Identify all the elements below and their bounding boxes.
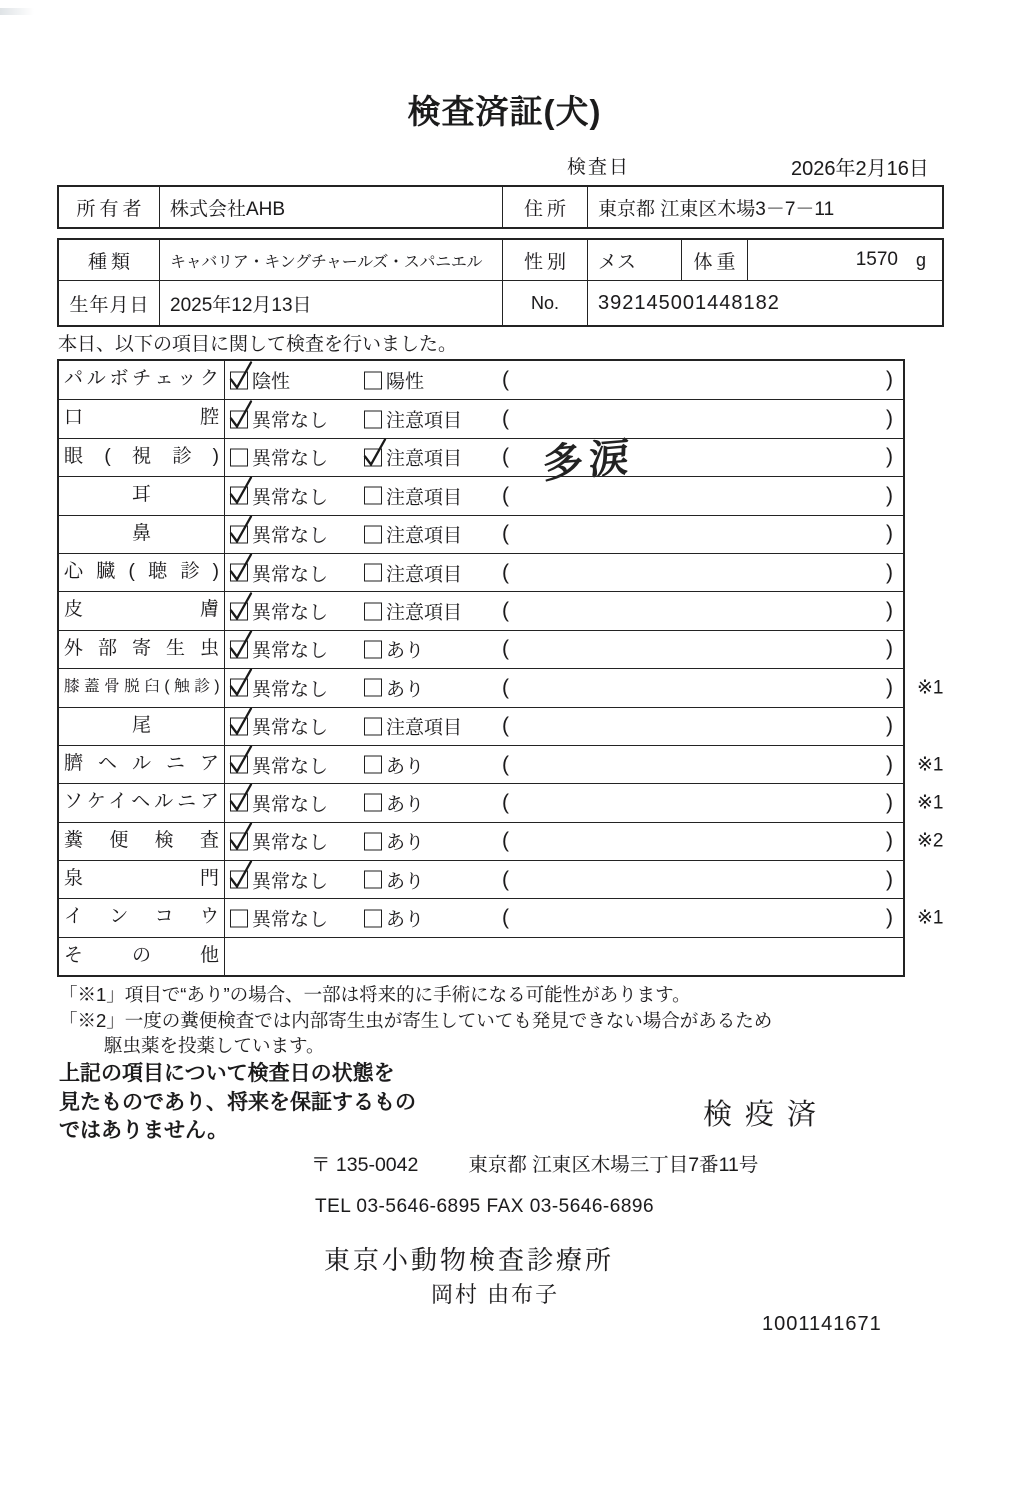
checkbox-option2 [364,717,382,735]
option1-group [230,789,328,816]
item-label: 尾 [59,708,225,745]
paren-open: ( [502,906,509,930]
checkbox-option1 [230,448,248,466]
checkbox-option1 [230,794,248,812]
handwritten-note: 多涙 [542,434,636,487]
option2-label: 注意項目 [386,564,463,586]
option2-label: 注意項目 [386,487,463,509]
item-label: ソケイヘルニア [59,784,225,821]
check-mark-icon [227,629,254,660]
option1-group [230,559,328,586]
option2-label: 陽性 [386,371,425,393]
checkbox-option1 [230,487,248,505]
breed-row [59,240,942,280]
checkbox-option2 [364,410,382,428]
owner-table [57,185,944,229]
checkbox-option2 [364,602,382,620]
sex-label: 性別 [502,240,587,280]
disclaimer-line-2: 見たものであり、将来を保証するもの [59,1090,416,1114]
checklist-row [59,591,903,629]
paren-close: ) [886,637,893,661]
page-title: 検査済証(犬) [407,93,602,130]
checkbox-option1 [230,640,248,658]
option1-group [230,751,328,778]
paren-close: ) [886,790,893,814]
option2-group [364,636,424,663]
checklist-row [59,668,944,706]
check-mark-icon [227,668,254,699]
checkbox-option2 [364,794,382,812]
item-content [225,516,903,553]
option1-label: 異常なし [252,602,329,624]
option1-label: 異常なし [252,871,329,893]
address-label: 住所 [502,187,587,227]
option1-label: 異常なし [252,448,329,470]
option2-group [364,866,424,893]
paren-open: ( [502,867,509,891]
certificate-number-label: No. [502,281,587,325]
footnote-ref-mark: ※1 [917,907,944,929]
birthdate-row [59,280,942,325]
checklist-row [59,822,944,860]
checklist-row [59,361,903,399]
option1-label: 異常なし [252,564,329,586]
option1-label: 異常なし [252,525,329,547]
disclaimer-line-1: 上記の項目について検査日の状態を [59,1062,395,1085]
item-content [225,669,944,706]
check-mark-icon [227,360,254,391]
paren-close: ) [886,368,893,392]
option1-label: 異常なし [252,679,329,701]
item-content [225,554,903,591]
paren-close: ) [886,714,893,738]
disclaimer-text [59,1060,416,1146]
option1-group [230,905,328,932]
option1-group [230,674,328,701]
checkbox-option1 [230,602,248,620]
option2-group [364,444,462,471]
intro-text: 本日、以下の項目に関して検査を行いました。 [58,334,458,355]
check-mark-icon [227,745,254,776]
option2-group [364,406,462,433]
check-mark-icon [227,399,254,430]
checkbox-option2 [364,487,382,505]
footnote-ref-mark: ※2 [917,830,944,852]
option2-group [364,828,424,855]
item-label: 泉門 [59,861,225,898]
breed-label: 種類 [87,251,134,273]
option1-group [230,828,328,855]
checkbox-option1 [230,410,248,428]
check-mark-icon [227,860,254,891]
option1-group [230,367,290,394]
option1-group [230,406,328,433]
item-label: 心臓(聴診) [59,554,225,591]
option2-label: あり [386,640,425,662]
paren-close: ) [886,522,893,546]
checkbox-option1 [230,871,248,889]
serial-number: 1001141671 [762,1313,882,1335]
dog-info-table [57,238,944,327]
paren-open: ( [502,483,509,507]
check-mark-icon [227,783,254,814]
item-label: 外部寄生虫 [59,631,225,668]
option2-label: 注意項目 [386,525,463,547]
item-label: 口腔 [59,400,225,437]
exam-date-label: 検査日 [567,157,631,178]
sex-value: メス [587,240,681,280]
checkbox-option2 [364,871,382,889]
option1-label: 陰性 [252,371,291,393]
check-mark-icon [361,437,388,468]
paren-open: ( [502,637,509,661]
option2-group [364,367,424,394]
paren-open: ( [502,790,509,814]
item-content [225,631,903,668]
footnote-ref-mark: ※1 [917,792,944,814]
checkbox-option1 [230,909,248,927]
item-content [225,592,903,629]
checkbox-option2 [364,756,382,774]
paren-close: ) [886,752,893,776]
clinic-address: 東京都 江東区木場三丁目7番11号 [468,1154,759,1176]
checkbox-option1 [230,756,248,774]
checkbox-option1 [230,371,248,389]
paren-close: ) [886,867,893,891]
option1-label: 異常なし [252,717,329,739]
checkbox-option2 [364,909,382,927]
checklist-row [59,553,903,591]
weight-number: 1570 [855,249,898,270]
clinic-name: 東京小動物検査診療所 [324,1245,615,1275]
exam-date-value: 2026年2月16日 [791,158,929,180]
option2-label: あり [386,909,425,931]
postal-code: 〒 135-0042 [311,1154,419,1176]
paren-open: ( [502,599,509,623]
option2-group [364,521,462,548]
checklist-row [59,783,944,821]
checklist-row [59,898,944,936]
checkbox-option1 [230,525,248,543]
option1-group [230,866,328,893]
option1-label: 異常なし [252,909,329,931]
disclaimer-line-3: ではありません。 [59,1119,229,1142]
item-label: 膝蓋骨脱臼(触診) [59,669,225,706]
footnote-ref-mark: ※1 [917,677,944,699]
paren-close: ) [886,560,893,584]
item-content [225,361,903,399]
option1-group [230,444,328,471]
option2-group [364,713,462,740]
check-mark-icon [227,821,254,852]
footnote-2: 「※2」一度の糞便検査では内部寄生虫が寄生していても発見できない場合があるため [59,1010,773,1031]
certificate-number-value: 392145001448182 [587,281,942,325]
footnote-ref-mark: ※1 [917,754,944,776]
option1-group [230,636,328,663]
option2-label: あり [386,679,425,701]
clinic-postal-line [311,1149,758,1177]
item-content [225,823,944,860]
paren-close: ) [886,675,893,699]
birthdate-label: 生年月日 [69,294,150,316]
option1-group [230,598,328,625]
paren-open: ( [502,675,509,699]
paren-close: ) [886,483,893,507]
option2-label: 注意項目 [386,602,463,624]
checkbox-option2 [364,564,382,582]
item-label: その他 [59,938,225,975]
checkbox-option2 [364,371,382,389]
paren-open: ( [502,445,509,469]
address-value: 東京都 江東区木場3－7－11 [587,187,942,227]
option2-label: あり [386,832,425,854]
check-mark-icon [227,476,254,507]
quarantine-stamp: 検疫済 [703,1099,830,1131]
paren-close: ) [886,407,893,431]
checklist-row [59,630,903,668]
item-label: 耳 [59,477,225,514]
checklist-row [59,860,903,898]
item-content [225,938,903,975]
option1-group [230,521,328,548]
option1-label: 異常なし [252,832,329,854]
checkbox-option1 [230,832,248,850]
paren-open: ( [502,522,509,546]
checkbox-option2 [364,448,382,466]
checkbox-option2 [364,832,382,850]
check-mark-icon [227,514,254,545]
item-label: 鼻 [59,516,225,553]
scan-artifact [0,8,34,15]
option2-group [364,674,424,701]
check-mark-icon [227,591,254,622]
option1-label: 異常なし [252,487,329,509]
checkbox-option2 [364,679,382,697]
paren-open: ( [502,407,509,431]
breed-value: キャバリア・キングチャールズ・スパニエル [159,240,502,280]
option2-label: あり [386,756,425,778]
option2-group [364,598,462,625]
checkbox-option1 [230,717,248,735]
item-label: 臍ヘルニア [59,746,225,783]
checkbox-option1 [230,679,248,697]
check-mark-icon [227,553,254,584]
paren-open: ( [502,368,509,392]
tel-fax-line: TEL 03-5646-6895 FAX 03-5646-6896 [315,1196,655,1217]
option2-label: 注意項目 [386,448,463,470]
option2-group [364,905,424,932]
checkbox-option1 [230,564,248,582]
option1-label: 異常なし [252,756,329,778]
item-content [225,708,903,745]
owner-value: 株式会社AHB [159,187,502,227]
paren-open: ( [502,560,509,584]
option2-group [364,789,424,816]
option2-label: あり [386,871,425,893]
checkbox-option2 [364,525,382,543]
owner-label: 所有者 [76,198,146,220]
check-mark-icon [227,706,254,737]
item-content [225,784,944,821]
paren-open: ( [502,714,509,738]
veterinarian-name: 岡村 由布子 [431,1282,560,1307]
item-label: 眼(視診) [59,439,225,476]
weight-unit: g [915,249,926,270]
option2-group [364,482,462,509]
paren-close: ) [886,829,893,853]
option1-label: 異常なし [252,640,329,662]
weight-value [747,240,942,280]
paren-open: ( [502,829,509,853]
option2-group [364,751,424,778]
option1-group [230,482,328,509]
birthdate-value: 2025年12月13日 [159,281,502,325]
footnote-1: 「※1」項目で“あり”の場合、一部は将来的に手術になる可能性があります。 [59,984,691,1005]
checklist-row [59,745,944,783]
item-content [225,477,903,514]
item-content [225,746,944,783]
option2-label: あり [386,794,425,816]
option2-label: 注意項目 [386,410,463,432]
checklist-row [59,399,903,437]
item-label: パルボチェック [59,361,225,399]
checklist-row [59,476,903,514]
item-content [225,434,903,487]
item-label: 糞便検査 [59,823,225,860]
paren-open: ( [502,752,509,776]
paren-close: ) [886,906,893,930]
checkbox-option2 [364,640,382,658]
checklist-table [57,359,944,977]
option2-group [364,559,462,586]
paren-close: ) [886,599,893,623]
option1-label: 異常なし [252,410,329,432]
option2-label: 注意項目 [386,717,463,739]
option1-group [230,713,328,740]
checklist-row [59,515,903,553]
item-content [225,899,944,936]
checklist-row [59,434,903,487]
checklist-row [59,707,903,745]
owner-row [59,187,942,227]
item-label: インコウ [59,899,225,936]
paren-close: ) [886,445,893,469]
weight-label: 体重 [681,240,747,280]
option1-label: 異常なし [252,794,329,816]
footnote-2-continued: 駆虫薬を投薬しています。 [104,1035,325,1056]
item-content [225,861,903,898]
checklist-row [59,937,903,975]
item-label: 皮膚 [59,592,225,629]
